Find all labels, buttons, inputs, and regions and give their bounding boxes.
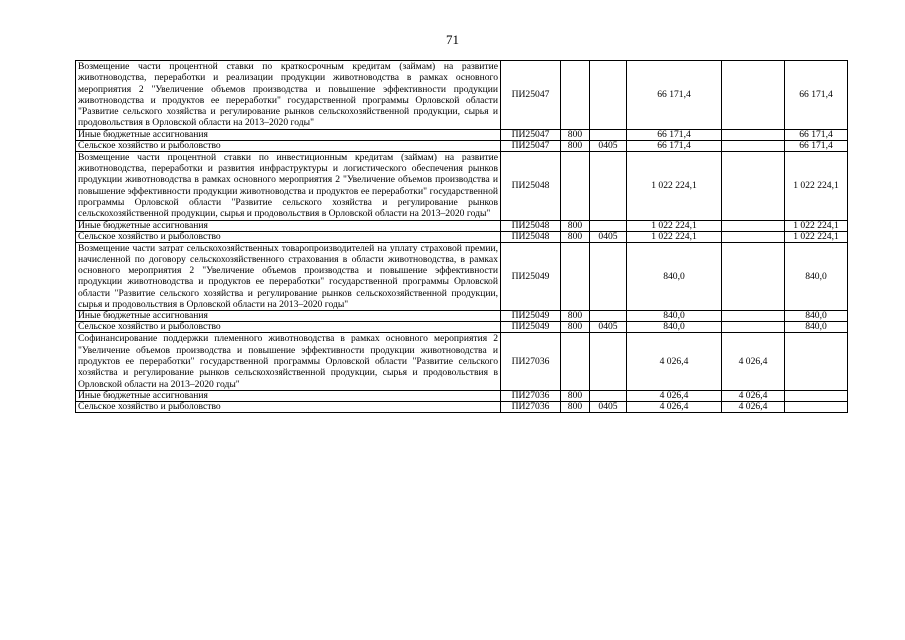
- row-target-code: ПИ25047: [501, 140, 561, 151]
- row-target-code: ПИ25049: [501, 322, 561, 333]
- row-amount-federal: [722, 140, 785, 151]
- row-amount-total: 66 171,4: [627, 61, 722, 130]
- row-amount-total: 4 026,4: [627, 333, 722, 390]
- row-amount-total: 840,0: [627, 322, 722, 333]
- row-section-code: [590, 311, 627, 322]
- row-section-code: [590, 129, 627, 140]
- budget-table: [75, 60, 848, 413]
- row-amount-total: 1 022 224,1: [627, 151, 722, 220]
- row-amount-regional: 66 171,4: [785, 61, 848, 130]
- row-amount-regional: [785, 401, 848, 412]
- row-amount-regional: [785, 390, 848, 401]
- row-target-code: ПИ25047: [501, 129, 561, 140]
- row-expense-type: [561, 151, 590, 220]
- row-section-code: 0405: [590, 140, 627, 151]
- row-target-code: ПИ25049: [501, 311, 561, 322]
- row-description: Возмещение части затрат сельскохозяйственных товаропроизводителей на уплату страховой премии, начисленной по договору сельскохозяйственного страхования в области животноводства, в рамках основного мероприятия 2 "Увеличение объемов производства и повышение эффективности продукции животноводства и продуктов ее переработки" государственной программы Орловской области "Развитие сельского хозяйства и регулирование рынков сельскохозяйственной продукции, сырья и продовольствия в Орловской области на 2013–2020 годы": [76, 242, 501, 311]
- row-amount-federal: [722, 322, 785, 333]
- row-amount-federal: [722, 61, 785, 130]
- row-section-code: [590, 242, 627, 311]
- table-row: [76, 140, 848, 151]
- row-description: Возмещение части процентной ставки по инвестиционным кредитам (займам) на развитие животноводства, переработки и развития инфраструктуры и логистического обеспечения рынков продукции животноводства в рамках основного мероприятия 2 "Увеличение объемов производства и повышение эффективности продукции животноводства и продуктов ее переработки" государственной программы Орловской области "Развитие сельского хозяйства и регулирование рынков сельскохозяйственной продукции, сырья и продовольствия в Орловской области на 2013–2020 годы": [76, 151, 501, 220]
- row-amount-federal: 4 026,4: [722, 401, 785, 412]
- row-amount-federal: [722, 151, 785, 220]
- row-section-code: [590, 151, 627, 220]
- row-target-code: ПИ27036: [501, 333, 561, 390]
- table-row: [76, 333, 848, 390]
- row-amount-federal: [722, 129, 785, 140]
- row-amount-federal: [722, 231, 785, 242]
- row-section-code: [590, 61, 627, 130]
- row-amount-regional: 840,0: [785, 311, 848, 322]
- table-row: [76, 220, 848, 231]
- row-amount-federal: 4 026,4: [722, 390, 785, 401]
- row-expense-type: 800: [561, 140, 590, 151]
- row-amount-total: 840,0: [627, 242, 722, 311]
- row-section-code: 0405: [590, 231, 627, 242]
- row-amount-regional: 1 022 224,1: [785, 231, 848, 242]
- row-section-code: [590, 220, 627, 231]
- table-row: [76, 242, 848, 311]
- row-amount-regional: [785, 333, 848, 390]
- row-expense-type: 800: [561, 220, 590, 231]
- row-description: Иные бюджетные ассигнования: [76, 311, 501, 322]
- row-description: Иные бюджетные ассигнования: [76, 129, 501, 140]
- row-section-code: 0405: [590, 401, 627, 412]
- row-target-code: ПИ25048: [501, 231, 561, 242]
- table-row: [76, 61, 848, 130]
- row-amount-federal: [722, 242, 785, 311]
- row-target-code: ПИ25047: [501, 61, 561, 130]
- table-row: [76, 231, 848, 242]
- row-target-code: ПИ25048: [501, 220, 561, 231]
- table-row: [76, 390, 848, 401]
- row-amount-total: 4 026,4: [627, 390, 722, 401]
- row-expense-type: [561, 61, 590, 130]
- table-row: [76, 311, 848, 322]
- row-description: Иные бюджетные ассигнования: [76, 390, 501, 401]
- row-amount-regional: 840,0: [785, 242, 848, 311]
- row-amount-total: 1 022 224,1: [627, 231, 722, 242]
- row-expense-type: 800: [561, 129, 590, 140]
- row-description: Сельское хозяйство и рыболовство: [76, 140, 501, 151]
- row-description: Сельское хозяйство и рыболовство: [76, 322, 501, 333]
- row-target-code: ПИ27036: [501, 390, 561, 401]
- row-expense-type: 800: [561, 231, 590, 242]
- row-description: Сельское хозяйство и рыболовство: [76, 231, 501, 242]
- row-target-code: ПИ25048: [501, 151, 561, 220]
- table-row: [76, 322, 848, 333]
- row-expense-type: [561, 333, 590, 390]
- row-expense-type: [561, 242, 590, 311]
- table-row: [76, 401, 848, 412]
- row-section-code: [590, 390, 627, 401]
- row-amount-regional: 1 022 224,1: [785, 151, 848, 220]
- row-amount-regional: 66 171,4: [785, 140, 848, 151]
- table-row: [76, 151, 848, 220]
- row-amount-regional: 840,0: [785, 322, 848, 333]
- table-row: [76, 129, 848, 140]
- row-description: Сельское хозяйство и рыболовство: [76, 401, 501, 412]
- row-description: Софинансирование поддержки племенного животноводства в рамках основного мероприятия 2 "Увеличение объемов производства и повышение эффективности продукции животноводства и продуктов ее переработки" государственной программы Орловской области "Развитие сельского хозяйства и регулирование рынков сельскохозяйственной продукции, сырья и продовольствия в Орловской области на 2013–2020 годы": [76, 333, 501, 390]
- row-section-code: [590, 333, 627, 390]
- row-amount-federal: [722, 311, 785, 322]
- row-target-code: ПИ27036: [501, 401, 561, 412]
- row-expense-type: 800: [561, 390, 590, 401]
- row-amount-total: 66 171,4: [627, 129, 722, 140]
- row-amount-total: 1 022 224,1: [627, 220, 722, 231]
- row-amount-total: 4 026,4: [627, 401, 722, 412]
- row-amount-federal: 4 026,4: [722, 333, 785, 390]
- row-description: Возмещение части процентной ставки по краткосрочным кредитам (займам) на развитие животноводства, переработки и реализации продукции животноводства в рамках основного мероприятия 2 "Увеличение объемов производства и повышение эффективности продукции животноводства и продуктов ее переработки" государственной программы Орловской области "Развитие сельского хозяйства и регулирование рынков сельскохозяйственной продукции, сырья и продовольствия в Орловской области на 2013–2020 годы": [76, 61, 501, 130]
- row-amount-regional: 66 171,4: [785, 129, 848, 140]
- row-section-code: 0405: [590, 322, 627, 333]
- row-target-code: ПИ25049: [501, 242, 561, 311]
- page-number: 71: [446, 32, 459, 47]
- row-amount-total: 66 171,4: [627, 140, 722, 151]
- row-description: Иные бюджетные ассигнования: [76, 220, 501, 231]
- row-expense-type: 800: [561, 311, 590, 322]
- row-expense-type: 800: [561, 401, 590, 412]
- row-amount-federal: [722, 220, 785, 231]
- row-expense-type: 800: [561, 322, 590, 333]
- row-amount-total: 840,0: [627, 311, 722, 322]
- row-amount-regional: 1 022 224,1: [785, 220, 848, 231]
